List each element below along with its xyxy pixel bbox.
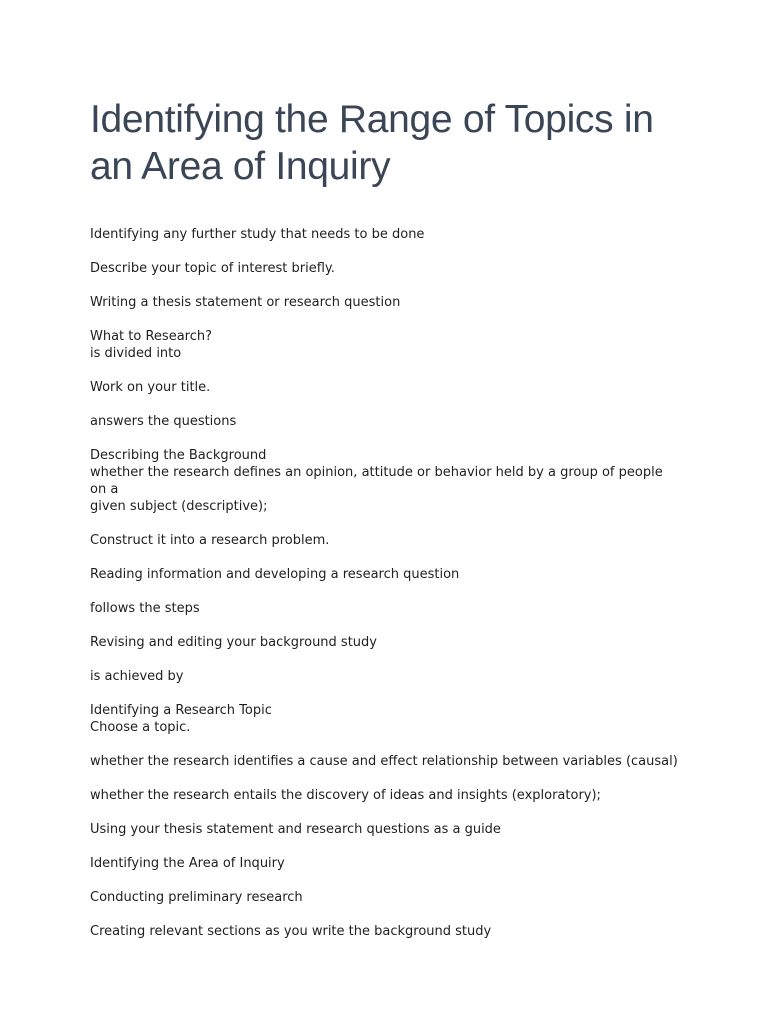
paragraph: [90, 753, 678, 770]
paragraph: [90, 260, 678, 277]
paragraph-line: given subject (descriptive);: [90, 499, 268, 514]
paragraph-line: whether the research entails the discovery of ideas and insights (exploratory);: [90, 788, 601, 803]
paragraph: [90, 447, 678, 515]
paragraph-line: is achieved by: [90, 669, 184, 684]
paragraph: [90, 668, 678, 685]
paragraph-line: Construct it into a research problem.: [90, 533, 330, 548]
paragraph: [90, 328, 678, 362]
paragraph-line: Creating relevant sections as you write the background study: [90, 924, 492, 939]
paragraph-line: Conducting preliminary research: [90, 890, 303, 905]
paragraph-line: Identifying any further study that needs to be done: [90, 227, 425, 242]
paragraph: [90, 821, 678, 838]
paragraph: [90, 923, 678, 940]
paragraph-line: Choose a topic.: [90, 720, 191, 735]
paragraph-line: What to Research?: [90, 329, 213, 344]
paragraph-line: Work on your title.: [90, 380, 211, 395]
document-title: [90, 96, 678, 190]
paragraph: [90, 889, 678, 906]
paragraph: [90, 226, 678, 243]
paragraph-line: follows the steps: [90, 601, 200, 616]
paragraph: [90, 532, 678, 549]
paragraph-line: Writing a thesis statement or research question: [90, 295, 401, 310]
paragraph-line: answers the questions: [90, 414, 237, 429]
title-line-1: Identifying the Range of Topics in: [90, 98, 654, 141]
paragraph-line: whether the research identifies a cause and effect relationship between variables (causal): [90, 754, 678, 769]
paragraph-line: Identifying the Area of Inquiry: [90, 856, 285, 871]
paragraph: [90, 702, 678, 736]
paragraph: [90, 600, 678, 617]
title-line-2: an Area of Inquiry: [90, 145, 391, 188]
paragraph: [90, 294, 678, 311]
paragraph: [90, 787, 678, 804]
paragraph-line: Revising and editing your background study: [90, 635, 377, 650]
paragraph-line: Reading information and developing a research question: [90, 567, 460, 582]
paragraph-line: Using your thesis statement and research questions as a guide: [90, 822, 501, 837]
paragraph-line: Describing the Background: [90, 448, 267, 463]
paragraph: [90, 566, 678, 583]
paragraph-line: Describe your topic of interest briefly.: [90, 261, 335, 276]
paragraph-line: whether the research defines an opinion, attitude or behavior held by a group of people on a: [90, 465, 663, 497]
paragraph: [90, 413, 678, 430]
paragraph-line: is divided into: [90, 346, 182, 361]
paragraph-line: Identifying a Research Topic: [90, 703, 272, 718]
paragraph: [90, 855, 678, 872]
paragraph: [90, 634, 678, 651]
document-body: [90, 226, 678, 940]
paragraph: [90, 379, 678, 396]
